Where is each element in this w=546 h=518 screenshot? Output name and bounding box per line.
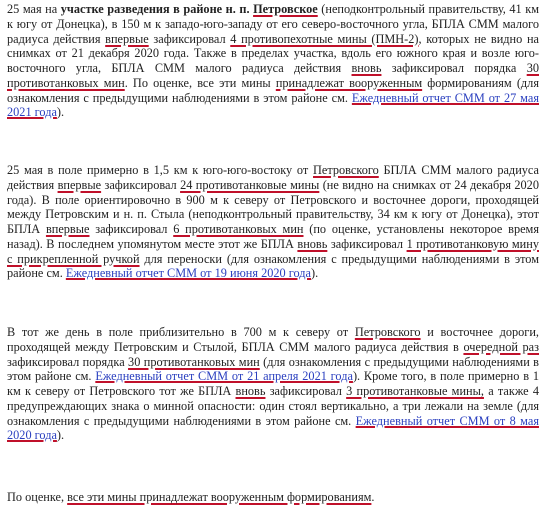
- text-bold: участке разведения в районе н. п.: [60, 2, 254, 16]
- text-highlight: вновь: [297, 236, 328, 251]
- text: В тот же день в поле приблизительно в 700 м к северу от: [7, 325, 355, 339]
- text: .: [371, 490, 375, 504]
- report-link-2021-04-21[interactable]: Ежедневный отчет СММ от 21 апреля 2021 года: [95, 369, 353, 384]
- text-highlight: впервые: [105, 31, 149, 46]
- text-highlight: впервые: [57, 177, 102, 192]
- text-highlight: вновь: [351, 61, 382, 75]
- text: По оценке,: [7, 490, 68, 504]
- text-highlight: 30 противотанковых мин: [7, 61, 539, 90]
- text-highlight: Петровского: [354, 325, 421, 339]
- text: ).: [310, 266, 319, 281]
- text-highlight: 1 противотанковую мину с прикрепленной ручкой: [7, 236, 539, 266]
- text-highlight: Петровское: [253, 2, 318, 16]
- text: 25 мая на: [7, 2, 61, 16]
- text-highlight: все эти мины принадлежат вооруженным формированиям: [67, 490, 372, 504]
- text: 25 мая в поле примерно в 1,5 км к юго-юго-востоку от: [7, 163, 314, 177]
- text-highlight: 30 противотанковых мин: [128, 354, 260, 369]
- text: зафиксировал: [148, 31, 231, 46]
- text: зафиксировал: [265, 384, 347, 398]
- text: БПЛА СММ малого радиуса действия: [7, 163, 539, 192]
- text: (для ознакомления с предыдущими наблюдениями в этом районе см.: [7, 354, 539, 384]
- text-highlight: 3 противотанковые мины,: [346, 384, 484, 398]
- text-highlight: вновь: [235, 384, 266, 398]
- text-highlight: принадлежат вооруженным: [275, 75, 423, 90]
- text: зафиксировал: [101, 177, 181, 192]
- text: (неподконтрольный правительству, 41 км к югу от Донецка), в 150 м к западо-юго-западу от его северо-восточного угла, БПЛА СММ малого радиуса действия: [7, 2, 539, 46]
- text: зафиксировал: [89, 222, 174, 236]
- text-highlight: очередной раз: [463, 339, 539, 354]
- paragraph-4: [7, 490, 539, 505]
- text: ).: [56, 105, 65, 120]
- text: для переноски (для ознакомления с предыдущими наблюдениями в этом районе см.: [7, 251, 539, 281]
- text: формированиям (для ознакомления с предыдущими наблюдениями в этом районе см.: [7, 75, 539, 105]
- text: зафиксировал: [327, 236, 407, 251]
- text: и восточнее дороги, проходящей между Петровским и Стылой, БПЛА СММ малого радиуса действия в: [7, 325, 539, 354]
- paragraph-3: [7, 325, 539, 443]
- text: зафиксировал порядка: [7, 354, 129, 369]
- text: ). Кроме того, в поле примерно в 1 км к северу от Петровского тот же БПЛА: [7, 369, 539, 398]
- text: ).: [56, 428, 65, 443]
- text-highlight: 6 противотанковых мин: [173, 222, 304, 236]
- text-highlight: 4 противопехотные мины (ПМН-2): [230, 31, 419, 46]
- paragraph-2: [7, 163, 539, 281]
- paragraph-1: [7, 2, 539, 120]
- text: , которых не видно на снимках от 21 декабря 2020 года. Также в пределах участка, вдоль его южного края и возле юго-восточного угла, БПЛА СММ малого радиуса действия: [7, 31, 539, 75]
- text-highlight: 24 противотанковые мины: [180, 177, 320, 192]
- report-link-2020-06-19[interactable]: Ежедневный отчет СММ от 19 июня 2020 года: [65, 266, 311, 281]
- text: (по оценке, установлены некоторое время назад). В последнем упомянутом месте этот же БПЛА: [7, 222, 539, 251]
- text-highlight: Петровского: [313, 163, 379, 177]
- text: . По оценке, все эти мины: [124, 75, 276, 90]
- text: зафиксировал порядка: [381, 61, 527, 75]
- report-link-2021-05-27[interactable]: Ежедневный отчет СММ от 27 мая 2021 года: [7, 90, 539, 120]
- text: а также 4 предупреждающих знака о минной опасности: один стоял вертикально, а три лежали на земле (для ознакомления с предыдущими наблюдениями в этом районе см.: [7, 384, 539, 428]
- text-highlight: впервые: [45, 222, 90, 236]
- report-link-2020-05-08[interactable]: Ежедневный отчет СММ от 8 мая 2020 года: [7, 413, 539, 443]
- text: (не видно на снимках от 24 декабря 2020 года). В поле ориентировочно в 900 м к северу от Петровского и восточнее дороги, проходящей между Петровским и н. п. Стыла (неподконтрольный правительству, 34 км к югу от Донецка), этот БПЛА: [7, 177, 539, 236]
